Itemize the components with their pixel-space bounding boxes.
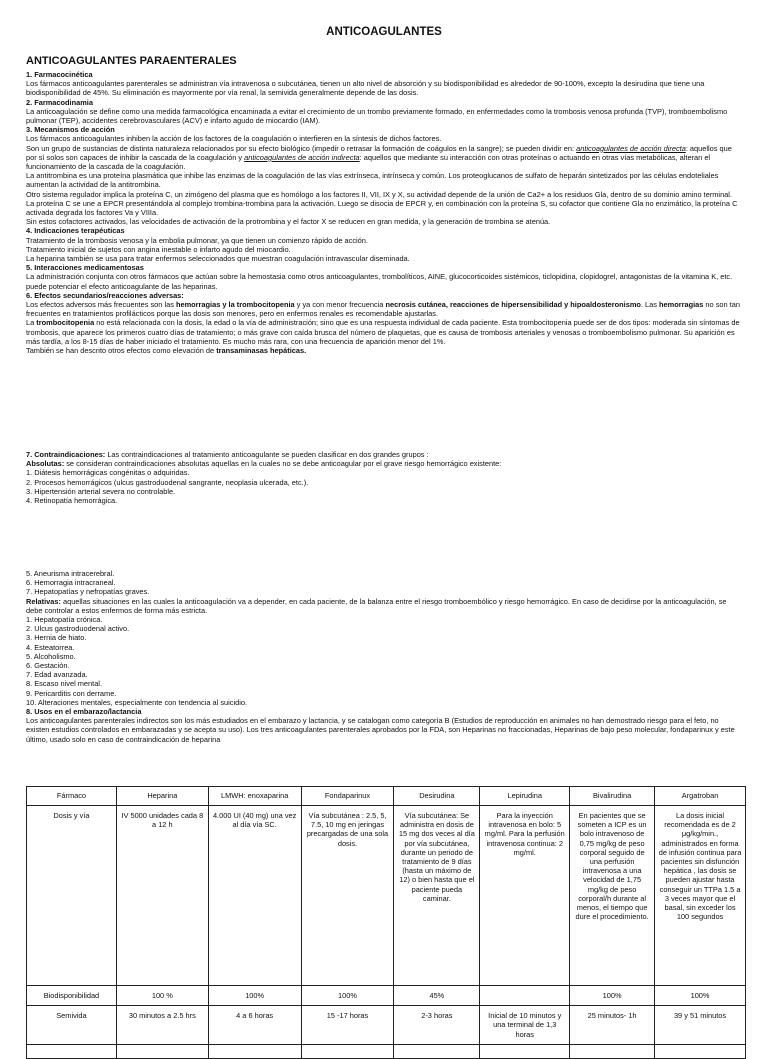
list-item: 6. Gestación. [26,661,70,671]
section-7-absolute [26,450,742,505]
s4-heading: 4. Indicaciones terapéuticas [26,226,125,236]
s6-b3: no está relacionada con la dosis, la edad o la vía de administración; sino que es una respuesta individual de cada paciente. Esta trombocitopenia puede ser de dos tipos: moderada sin síntomas de trombosis, que aparece los primeros cuatro días de tratamiento; o más grave con caída brusca del número de plaquetas, que es causa de trombosis arteriales y venosas o tromboembolismo pulmonar. Su aparición es más tardía, a los 8-15 días de haber iniciado el tratamiento. Es mucho más rara, con una frecuencia de aparición menor del 1%. [26,318,740,346]
s4-line: La heparina también se usa para tratar enfermos seleccionados que muestran coagulación intravascular diseminada. [26,254,410,264]
table-cell [301,1044,394,1058]
table-row [27,806,746,986]
table-cell: Biodisponibilidad [27,986,117,1006]
table-header-row [27,787,746,806]
table-cell: 100% [301,986,394,1006]
s7-intro-line [26,450,742,459]
list-item: 6. Hemorragia intracraneal. [26,578,116,588]
s1-text: Los fármacos anticoagulantes parenterales se administran vía intravenosa o subcutánea, tienen un alto nivel de absorción y su biodisponibilidad es alrededor de 90-100%, excepto la desirudina que tiene una biodisponibilidad de 45%. Su eliminación es mayormente por vía renal, la semivida generalmente depende de las dosis. [26,79,705,98]
section-title: ANTICOAGULANTES PARAENTERALES [26,55,237,67]
list-item: 9. Pericarditis con derrame. [26,688,117,698]
s6-para-b [26,318,742,346]
s3-p2 [26,144,742,172]
s6-a7: no son tan frecuentes en tratamientos profilácticos porque las dosis son menores, pero en enfermos renales es recomendable ajustarlas. [26,300,740,319]
s3-indirect-term: anticoagulantes de acción indirecta [244,152,360,162]
s7-heading: 7. Contraindicaciones: [26,450,106,459]
list-item: 1. Diátesis hemorrágicas congénitas o adquiridas. [26,468,190,478]
s3-p1: Los fármacos anticoagulantes inhiben la acción de los factores de la coagulación o interfieren en la síntesis de dichos factores. [26,134,442,144]
s7-rel-text: aquellas situaciones en las cuales la anticoagulación va a depender, en cada paciente, de la balanza entre el riesgo tromboembólico y riesgo hemorrágico. En caso de decidirse por la anticoagulación, se debe controlar a estos enfermos de forma más estricta. [26,596,727,615]
s7-intro: Las contraindicaciones al tratamiento anticoagulante se pueden clasificar en dos grandes grupos : [105,450,429,459]
table-cell: 100% [570,986,655,1006]
list-item: 7. Edad avanzada. [26,670,88,680]
s3-p4: Otro sistema regulador implica la proteína C, un zimógeno del plasma que es homólogo a los factores II, VII, IX y X, su actividad depende de la unión de Ca2+ a los residuos Gla, dentro de su dominio amino terminal. La proteína C se une a EPCR presentándola al complejo trombina-trombina para la activación. Luego se disocia de EPCR y, en combinación con la proteína S, su cofactor que contiene Gla no enzimático, la proteína C activada degrada los factores Va y VIIIa. [26,189,738,218]
table-header-cell: LMWH: enoxaparina [208,787,301,806]
table-header-cell: Lepirudina [480,787,570,806]
list-item: 10. Alteraciones mentales, especialmente con tendencia al suicidio. [26,697,248,707]
s6-a4: necrosis cutánea, reacciones de hipersensibilidad y hipoaldosteronismo [385,300,641,310]
s3-p2e: : aquellos que mediante su interacción con otras proteínas o actuando en otras vías metabólicas, alteran el funcionamiento de la cascada de la coagulación. [26,152,711,172]
table-cell: En pacientes que se someten a ICP es un bolo intravenoso de 0,75 mg/kg de peso corporal seguido de una perfusión intravenosa a una velocidad de 1,75 mg/kg de peso corporal/h durante al menos, el tiempo que dure el procedimiento. [570,806,655,986]
s8-heading: 8. Usos en el embarazo/lactancia [26,707,142,717]
table-cell: 4 a 6 horas [208,1006,301,1045]
s8-text: Los anticoagulantes parenterales indirectos son los más estudiados en el embarazo y lactancia, y se catalogan como categoría B (Estudios de reproducción en animales no han demostrado riesgo para el feto, no existen estudios controlados en embarazadas y se acepta su uso). Los tres anticoagulantes parenterales aprobados por la FDA, son Heparinas no fraccionadas, Heparinas de bajo peso molecular, fondaparinux y este último, usado solo en caso de contraindicación de heparina [26,716,735,744]
drug-comparison-table [26,786,746,1059]
table-cell: 100 % [116,986,208,1006]
table-cell: 15 -17 horas [301,1006,394,1045]
table-header-cell: Argatroban [655,787,746,806]
s6-a6: hemorragias [659,300,704,310]
s6-para-c [26,346,742,355]
s6-para-a [26,300,742,318]
table-cell: Vía subcutánea : 2.5, 5, 7.5, 10 mg en jeringas precargadas de una sola dosis. [301,806,394,986]
s6-a3: y ya con menor frecuencia [294,300,386,310]
table-cell: 2-3 horas [394,1006,480,1045]
table-cell [480,1044,570,1058]
table-cell [570,1044,655,1058]
table-cell [655,1044,746,1058]
s6-c1: También se han descrito otros efectos como elevación de [26,346,217,356]
table-cell [208,1044,301,1058]
list-item: 3. Hernia de hiato. [26,633,87,643]
table-cell [27,1044,117,1058]
table-header-cell: Fondaparinux [301,787,394,806]
table-cell: IV 5000 unidades cada 8 a 12 h [116,806,208,986]
table-row [27,1044,746,1058]
s3-p5: Sin estos cofactores activados, las velocidades de activación de la protrombina y el factor X se reducen en gran medida, y la generación de trombina se atenúa. [26,217,551,227]
s7-rel-label: Relativas: [26,596,61,606]
table-cell: 4.000 UI (40 mg) una vez al día vía SC. [208,806,301,986]
s7-abs-label: Absolutas: [26,459,65,469]
list-item: 5. Alcoholismo. [26,651,76,661]
s2-heading: 2. Farmacodinamia [26,97,93,107]
s7-abs-text: se consideran contraindicaciones absolutas aquellas en la cuales no se debe anticoagular por el grave riesgo hemorrágico existente: [64,459,502,469]
list-item: 4. Retinopatía hemorrágica. [26,496,118,506]
table-cell: 39 y 51 minutos [655,1006,746,1045]
table-cell: Inicial de 10 minutos y una terminal de 1,3 horas [480,1006,570,1045]
table-header-cell: Heparina [116,787,208,806]
section-7-relative-8 [26,569,742,744]
table-cell: Dosis y vía [27,806,117,986]
list-item: 1. Hepatopatía crónica. [26,615,103,625]
table-cell [480,986,570,1006]
table-cell: 45% [394,986,480,1006]
table-cell: La dosis inicial recomendada es de 2 μg/kg/min., administrados en forma de infusión continua para pacientes sin disfunción hepática , las dosis se pueden ajustar hasta conseguir un TTPa 1.5 a 3 veces mayor que el basal, sin exceder los 100 segundos [655,806,746,986]
s7-rel-line [26,597,742,615]
table-cell: Para la inyección intravenosa en bolo: 5 mg/ml. Para la perfusión intravenosa continua: 2 mg/ml. [480,806,570,986]
s2-text: La anticoagulación se define como una medida farmacológica encaminada a evitar el crecimiento de un trombo previamente formado, en enfermedades como la trombosis venosa profunda (TVP), tromboembolismo pulmonar (TEP), accidentes cerebrovasculares (ACV) e infarto agudo de miocardio (IAM). [26,106,728,126]
list-item: 8. Escaso nivel mental. [26,679,102,689]
table-cell [394,1044,480,1058]
table-cell: 25 minutos- 1h [570,1006,655,1045]
table-cell: 100% [208,986,301,1006]
table-header-cell: Bivalirudina [570,787,655,806]
s3-heading: 3. Mecanismos de acción [26,125,115,135]
document-title: ANTICOAGULANTES [326,26,442,38]
s7-abs-line [26,459,742,468]
table-cell [116,1044,208,1058]
s6-c2: transaminasas hepáticas. [216,346,307,356]
list-item: 7. Hepatopatías y nefropatías graves. [26,587,150,597]
s6-heading: 6. Efectos secundarios/reacciones adversas: [26,290,184,300]
table-cell: 30 minutos a 2.5 hrs [116,1006,208,1045]
list-item: 3. Hipertensión arterial severa no controlable. [26,486,176,496]
s6-a5: . Las [640,300,659,310]
s3-p2c: : aquellos que por sí solos son capaces de inhibir la cascada de la coagulación y [26,143,732,162]
table-cell: Semivida [27,1006,117,1045]
s6-b2: trombocitopenia [36,318,95,328]
table-cell: 100% [655,986,746,1006]
table-row [27,1006,746,1045]
s3-direct-term: anticoagulantes de acción directa [576,143,686,153]
s1-heading: 1. Farmacocinética [26,70,93,79]
s6-a1: Los efectos adversos más frecuentes son las [26,300,176,310]
s4-line: Tratamiento de la trombosis venosa y la embolia pulmonar, ya que tienen un comienzo rápido de acción. [26,235,368,245]
s3-p3: La antitrombina es una proteína plasmática que inhibe las enzimas de la coagulación de las vías extrínseca, intrínseca y común. Los proteoglucanos de sulfato de heparán sintetizados por las células endoteliales aumentan la actividad de la antitrombina. [26,171,719,190]
table-row [27,986,746,1006]
table-cell: Vía subcutánea: Se administra en dosis de 15 mg dos veces al día por vía subcutánea, durante un periodo de tratamiento de 9 días (hasta un máximo de 12) o bien hasta que el paciente pueda caminar. [394,806,480,986]
list-item: 4. Esteatorrea. [26,642,75,652]
s5-text: La administración conjunta con otros fármacos que actúan sobre la hemostasia como otros anticoagulantes, trombolíticos, AINE, glucocorticoides sistémicos, ticlopidina, clopidogrel, antagonistas de la vitamina K, etc. puede potenciar el efecto anticoagulante de las heparinas. [26,272,733,291]
table-header-cell: Fármaco [27,787,117,806]
list-item: 5. Aneurisma intracerebral. [26,569,115,578]
s6-a2: hemorragias y la trombocitopenia [175,300,295,310]
list-item: 2. Ulcus gastroduodenal activo. [26,624,130,634]
sections-1-6 [26,70,742,355]
s3-p2a: Son un grupo de sustancias de distinta naturaleza relacionados por su efecto biológico (impedir o retrasar la formación de coágulos en la sangre); se pueden dividir en: [26,143,577,153]
s4-line: Tratamiento inicial de sujetos con angina inestable o infarto agudo del miocardio. [26,244,291,254]
list-item: 2. Procesos hemorrágicos (ulcus gastroduodenal sangrante, neoplasia ulcerada, etc.). [26,477,309,487]
s6-b1: La [26,318,37,328]
s5-heading: 5. Interacciones medicamentosas [26,263,144,273]
table-header-cell: Desirudina [394,787,480,806]
